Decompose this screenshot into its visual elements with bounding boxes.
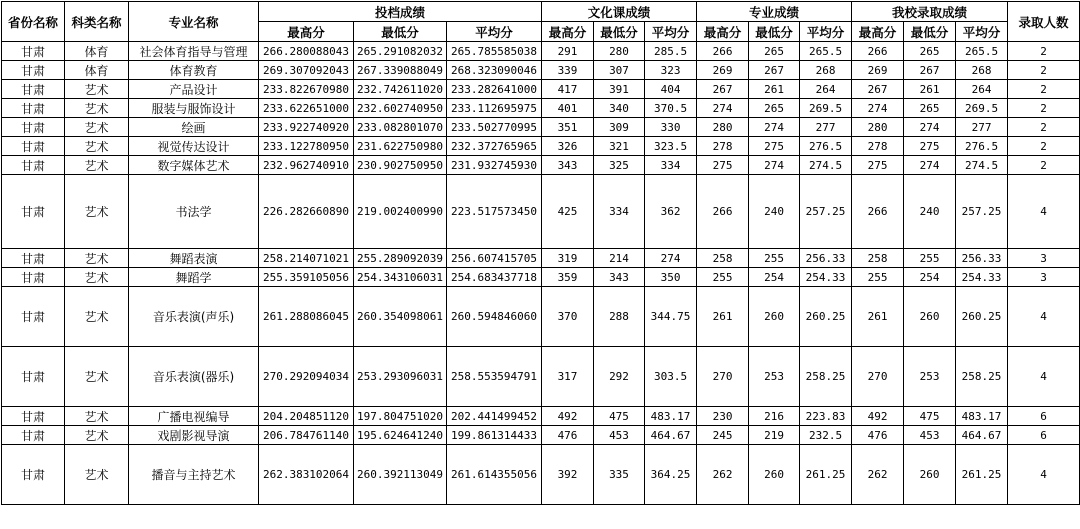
cell-td-avg: 258.553594791 <box>447 347 542 407</box>
cell-count: 2 <box>1008 42 1080 61</box>
cell-td-max: 266.280088043 <box>259 42 354 61</box>
cell-zy-max: 262 <box>697 445 749 505</box>
cell-wx-min: 274 <box>904 118 956 137</box>
subheader-td-max: 最高分 <box>259 22 354 42</box>
cell-major: 音乐表演(声乐) <box>129 287 259 347</box>
cell-td-avg: 202.441499452 <box>447 407 542 426</box>
cell-zy-max: 245 <box>697 426 749 445</box>
cell-count: 2 <box>1008 156 1080 175</box>
cell-wx-avg: 269.5 <box>956 99 1008 118</box>
cell-zy-max: 261 <box>697 287 749 347</box>
cell-zy-avg: 268 <box>800 61 852 80</box>
cell-td-avg: 231.932745930 <box>447 156 542 175</box>
cell-td-avg: 233.502770995 <box>447 118 542 137</box>
cell-td-min: 265.291082032 <box>354 42 447 61</box>
cell-wx-min: 255 <box>904 249 956 268</box>
cell-td-max: 269.307092043 <box>259 61 354 80</box>
cell-td-min: 260.354098061 <box>354 287 447 347</box>
cell-zy-max: 266 <box>697 42 749 61</box>
cell-zy-max: 278 <box>697 137 749 156</box>
cell-major: 书法学 <box>129 175 259 249</box>
header-admitted: 录取人数 <box>1008 2 1080 42</box>
cell-category: 艺术 <box>65 99 129 118</box>
cell-wh-max: 343 <box>542 156 594 175</box>
cell-count: 2 <box>1008 137 1080 156</box>
cell-major: 舞蹈表演 <box>129 249 259 268</box>
cell-wx-min: 453 <box>904 426 956 445</box>
cell-major: 产品设计 <box>129 80 259 99</box>
cell-td-max: 226.282660890 <box>259 175 354 249</box>
cell-wx-avg: 258.25 <box>956 347 1008 407</box>
cell-td-max: 233.822670980 <box>259 80 354 99</box>
cell-wx-min: 254 <box>904 268 956 287</box>
cell-wx-avg: 276.5 <box>956 137 1008 156</box>
cell-wh-max: 425 <box>542 175 594 249</box>
cell-zy-max: 266 <box>697 175 749 249</box>
cell-zy-avg: 256.33 <box>800 249 852 268</box>
cell-wh-min: 391 <box>594 80 645 99</box>
cell-count: 2 <box>1008 80 1080 99</box>
cell-wx-max: 255 <box>852 268 904 287</box>
cell-zy-avg: 254.33 <box>800 268 852 287</box>
cell-wx-avg: 260.25 <box>956 287 1008 347</box>
cell-td-min: 255.289092039 <box>354 249 447 268</box>
cell-wx-min: 267 <box>904 61 956 80</box>
cell-wh-max: 291 <box>542 42 594 61</box>
cell-wh-avg: 285.5 <box>645 42 697 61</box>
cell-zy-min: 253 <box>749 347 800 407</box>
cell-wh-max: 476 <box>542 426 594 445</box>
cell-wh-min: 335 <box>594 445 645 505</box>
cell-wh-avg: 330 <box>645 118 697 137</box>
cell-wh-avg: 483.17 <box>645 407 697 426</box>
cell-zy-max: 255 <box>697 268 749 287</box>
cell-count: 4 <box>1008 347 1080 407</box>
cell-wh-avg: 323.5 <box>645 137 697 156</box>
cell-wx-avg: 268 <box>956 61 1008 80</box>
cell-wx-max: 278 <box>852 137 904 156</box>
table-row <box>2 249 1080 268</box>
header-province: 省份名称 <box>2 2 65 42</box>
cell-wx-max: 492 <box>852 407 904 426</box>
cell-zy-min: 260 <box>749 445 800 505</box>
cell-wx-min: 475 <box>904 407 956 426</box>
cell-zy-max: 230 <box>697 407 749 426</box>
cell-major: 音乐表演(器乐) <box>129 347 259 407</box>
cell-category: 艺术 <box>65 347 129 407</box>
cell-zy-min: 265 <box>749 42 800 61</box>
cell-wx-avg: 264 <box>956 80 1008 99</box>
cell-zy-max: 274 <box>697 99 749 118</box>
cell-major: 广播电视编导 <box>129 407 259 426</box>
cell-wx-avg: 483.17 <box>956 407 1008 426</box>
cell-zy-max: 280 <box>697 118 749 137</box>
cell-province: 甘肃 <box>2 268 65 287</box>
cell-wx-avg: 254.33 <box>956 268 1008 287</box>
cell-wh-max: 359 <box>542 268 594 287</box>
cell-wh-avg: 323 <box>645 61 697 80</box>
subheader-td-avg: 平均分 <box>447 22 542 42</box>
cell-zy-min: 274 <box>749 118 800 137</box>
cell-count: 2 <box>1008 118 1080 137</box>
table-row <box>2 445 1080 505</box>
cell-td-max: 204.204851120 <box>259 407 354 426</box>
cell-wh-min: 292 <box>594 347 645 407</box>
cell-major: 绘画 <box>129 118 259 137</box>
cell-wx-avg: 277 <box>956 118 1008 137</box>
subheader-wx-avg: 平均分 <box>956 22 1008 42</box>
cell-td-max: 270.292094034 <box>259 347 354 407</box>
table-row <box>2 99 1080 118</box>
cell-td-avg: 223.517573450 <box>447 175 542 249</box>
cell-wh-max: 317 <box>542 347 594 407</box>
cell-td-max: 206.784761140 <box>259 426 354 445</box>
cell-td-max: 233.922740920 <box>259 118 354 137</box>
cell-zy-avg: 277 <box>800 118 852 137</box>
cell-td-max: 262.383102064 <box>259 445 354 505</box>
cell-wh-min: 475 <box>594 407 645 426</box>
cell-wx-min: 260 <box>904 445 956 505</box>
cell-zy-min: 261 <box>749 80 800 99</box>
cell-td-max: 232.962740910 <box>259 156 354 175</box>
cell-category: 艺术 <box>65 268 129 287</box>
cell-wh-avg: 303.5 <box>645 347 697 407</box>
cell-td-min: 230.902750950 <box>354 156 447 175</box>
header-zhuan-ye: 专业成绩 <box>697 2 852 22</box>
cell-category: 艺术 <box>65 156 129 175</box>
cell-wh-avg: 364.25 <box>645 445 697 505</box>
cell-wx-max: 261 <box>852 287 904 347</box>
cell-wh-avg: 464.67 <box>645 426 697 445</box>
cell-wh-max: 370 <box>542 287 594 347</box>
cell-major: 服装与服饰设计 <box>129 99 259 118</box>
cell-td-min: 197.804751020 <box>354 407 447 426</box>
cell-zy-avg: 269.5 <box>800 99 852 118</box>
cell-wx-avg: 261.25 <box>956 445 1008 505</box>
cell-count: 6 <box>1008 426 1080 445</box>
cell-td-avg: 233.282641000 <box>447 80 542 99</box>
subheader-wx-min: 最低分 <box>904 22 956 42</box>
table-row <box>2 80 1080 99</box>
cell-wx-avg: 274.5 <box>956 156 1008 175</box>
cell-province: 甘肃 <box>2 249 65 268</box>
cell-category: 艺术 <box>65 445 129 505</box>
cell-category: 艺术 <box>65 287 129 347</box>
cell-category: 体育 <box>65 61 129 80</box>
cell-wh-min: 307 <box>594 61 645 80</box>
cell-wh-max: 326 <box>542 137 594 156</box>
table-row <box>2 426 1080 445</box>
cell-wx-max: 258 <box>852 249 904 268</box>
cell-major: 体育教育 <box>129 61 259 80</box>
subheader-wh-min: 最低分 <box>594 22 645 42</box>
cell-wx-avg: 257.25 <box>956 175 1008 249</box>
cell-wx-max: 476 <box>852 426 904 445</box>
cell-wx-avg: 265.5 <box>956 42 1008 61</box>
cell-wh-min: 340 <box>594 99 645 118</box>
header-major: 专业名称 <box>129 2 259 42</box>
cell-province: 甘肃 <box>2 347 65 407</box>
cell-zy-avg: 276.5 <box>800 137 852 156</box>
table-row <box>2 407 1080 426</box>
cell-td-avg: 256.607415705 <box>447 249 542 268</box>
cell-td-max: 261.288086045 <box>259 287 354 347</box>
cell-wh-max: 417 <box>542 80 594 99</box>
cell-td-max: 233.122780950 <box>259 137 354 156</box>
cell-wx-max: 266 <box>852 175 904 249</box>
cell-count: 4 <box>1008 287 1080 347</box>
cell-zy-max: 275 <box>697 156 749 175</box>
cell-td-avg: 260.594846060 <box>447 287 542 347</box>
cell-wh-max: 401 <box>542 99 594 118</box>
cell-zy-max: 269 <box>697 61 749 80</box>
cell-category: 艺术 <box>65 137 129 156</box>
table-row <box>2 175 1080 249</box>
cell-wh-min: 453 <box>594 426 645 445</box>
cell-wh-min: 334 <box>594 175 645 249</box>
cell-zy-min: 219 <box>749 426 800 445</box>
table-row <box>2 268 1080 287</box>
header-wen-hua: 文化课成绩 <box>542 2 697 22</box>
cell-zy-avg: 265.5 <box>800 42 852 61</box>
cell-category: 艺术 <box>65 249 129 268</box>
cell-province: 甘肃 <box>2 407 65 426</box>
cell-wx-min: 274 <box>904 156 956 175</box>
cell-zy-min: 216 <box>749 407 800 426</box>
cell-td-min: 254.343106031 <box>354 268 447 287</box>
cell-province: 甘肃 <box>2 445 65 505</box>
header-wo-xiao: 我校录取成绩 <box>852 2 1008 22</box>
table-row <box>2 287 1080 347</box>
cell-wx-max: 280 <box>852 118 904 137</box>
cell-province: 甘肃 <box>2 99 65 118</box>
cell-zy-avg: 260.25 <box>800 287 852 347</box>
cell-zy-avg: 232.5 <box>800 426 852 445</box>
cell-zy-max: 270 <box>697 347 749 407</box>
cell-wh-avg: 362 <box>645 175 697 249</box>
cell-wx-min: 265 <box>904 42 956 61</box>
subheader-td-min: 最低分 <box>354 22 447 42</box>
cell-zy-avg: 261.25 <box>800 445 852 505</box>
cell-count: 2 <box>1008 61 1080 80</box>
cell-zy-avg: 264 <box>800 80 852 99</box>
cell-province: 甘肃 <box>2 61 65 80</box>
cell-wh-max: 492 <box>542 407 594 426</box>
cell-wx-min: 253 <box>904 347 956 407</box>
cell-td-min: 253.293096031 <box>354 347 447 407</box>
cell-td-avg: 265.785585038 <box>447 42 542 61</box>
cell-td-min: 260.392113049 <box>354 445 447 505</box>
cell-td-min: 231.622750980 <box>354 137 447 156</box>
cell-wh-avg: 350 <box>645 268 697 287</box>
cell-zy-max: 258 <box>697 249 749 268</box>
cell-zy-avg: 257.25 <box>800 175 852 249</box>
cell-major: 视觉传达设计 <box>129 137 259 156</box>
cell-td-avg: 232.372765965 <box>447 137 542 156</box>
cell-category: 体育 <box>65 42 129 61</box>
cell-td-max: 258.214071021 <box>259 249 354 268</box>
subheader-zy-max: 最高分 <box>697 22 749 42</box>
cell-province: 甘肃 <box>2 137 65 156</box>
cell-wx-max: 274 <box>852 99 904 118</box>
subheader-zy-min: 最低分 <box>749 22 800 42</box>
cell-wx-max: 269 <box>852 61 904 80</box>
cell-wh-min: 214 <box>594 249 645 268</box>
table-row <box>2 61 1080 80</box>
header-tou-dang: 投档成绩 <box>259 2 542 22</box>
cell-category: 艺术 <box>65 175 129 249</box>
cell-count: 4 <box>1008 445 1080 505</box>
cell-wh-max: 392 <box>542 445 594 505</box>
cell-province: 甘肃 <box>2 287 65 347</box>
cell-wh-min: 325 <box>594 156 645 175</box>
cell-wh-avg: 334 <box>645 156 697 175</box>
cell-province: 甘肃 <box>2 156 65 175</box>
cell-count: 6 <box>1008 407 1080 426</box>
subheader-wh-max: 最高分 <box>542 22 594 42</box>
cell-wh-min: 343 <box>594 268 645 287</box>
cell-wx-max: 275 <box>852 156 904 175</box>
table-body <box>2 42 1080 505</box>
subheader-wx-max: 最高分 <box>852 22 904 42</box>
cell-td-min: 195.624641240 <box>354 426 447 445</box>
admission-scores-table <box>1 1 1080 505</box>
cell-zy-min: 254 <box>749 268 800 287</box>
cell-province: 甘肃 <box>2 80 65 99</box>
cell-wh-max: 339 <box>542 61 594 80</box>
cell-zy-min: 255 <box>749 249 800 268</box>
cell-td-min: 232.742611020 <box>354 80 447 99</box>
cell-count: 3 <box>1008 268 1080 287</box>
cell-wx-min: 265 <box>904 99 956 118</box>
cell-count: 2 <box>1008 99 1080 118</box>
cell-zy-max: 267 <box>697 80 749 99</box>
cell-major: 戏剧影视导演 <box>129 426 259 445</box>
cell-category: 艺术 <box>65 407 129 426</box>
cell-zy-avg: 223.83 <box>800 407 852 426</box>
cell-zy-min: 240 <box>749 175 800 249</box>
cell-province: 甘肃 <box>2 426 65 445</box>
cell-province: 甘肃 <box>2 175 65 249</box>
cell-wx-min: 240 <box>904 175 956 249</box>
cell-zy-min: 274 <box>749 156 800 175</box>
cell-major: 社会体育指导与管理 <box>129 42 259 61</box>
cell-td-min: 219.002400990 <box>354 175 447 249</box>
cell-wh-min: 309 <box>594 118 645 137</box>
cell-zy-min: 260 <box>749 287 800 347</box>
cell-wx-avg: 256.33 <box>956 249 1008 268</box>
header-row-groups <box>2 2 1080 22</box>
subheader-zy-avg: 平均分 <box>800 22 852 42</box>
cell-wh-min: 288 <box>594 287 645 347</box>
cell-zy-min: 267 <box>749 61 800 80</box>
cell-wh-avg: 370.5 <box>645 99 697 118</box>
cell-td-avg: 233.112695975 <box>447 99 542 118</box>
cell-zy-avg: 274.5 <box>800 156 852 175</box>
table-row <box>2 118 1080 137</box>
cell-td-avg: 261.614355056 <box>447 445 542 505</box>
cell-category: 艺术 <box>65 426 129 445</box>
table-row <box>2 42 1080 61</box>
cell-wx-max: 266 <box>852 42 904 61</box>
cell-wx-max: 267 <box>852 80 904 99</box>
cell-wx-min: 261 <box>904 80 956 99</box>
cell-td-avg: 268.323090046 <box>447 61 542 80</box>
cell-wh-avg: 274 <box>645 249 697 268</box>
cell-count: 3 <box>1008 249 1080 268</box>
cell-category: 艺术 <box>65 118 129 137</box>
cell-major: 播音与主持艺术 <box>129 445 259 505</box>
cell-wh-min: 321 <box>594 137 645 156</box>
cell-td-avg: 254.683437718 <box>447 268 542 287</box>
cell-td-min: 233.082801070 <box>354 118 447 137</box>
cell-wh-avg: 344.75 <box>645 287 697 347</box>
cell-td-max: 233.622651000 <box>259 99 354 118</box>
cell-wh-max: 319 <box>542 249 594 268</box>
cell-td-min: 267.339088049 <box>354 61 447 80</box>
subheader-wh-avg: 平均分 <box>645 22 697 42</box>
cell-wx-max: 270 <box>852 347 904 407</box>
cell-wh-max: 351 <box>542 118 594 137</box>
cell-major: 舞蹈学 <box>129 268 259 287</box>
cell-wh-min: 280 <box>594 42 645 61</box>
cell-count: 4 <box>1008 175 1080 249</box>
cell-category: 艺术 <box>65 80 129 99</box>
cell-province: 甘肃 <box>2 118 65 137</box>
cell-td-max: 255.359105056 <box>259 268 354 287</box>
table-row <box>2 156 1080 175</box>
cell-wx-min: 260 <box>904 287 956 347</box>
cell-wx-min: 275 <box>904 137 956 156</box>
cell-td-avg: 199.861314433 <box>447 426 542 445</box>
cell-wx-avg: 464.67 <box>956 426 1008 445</box>
cell-wx-max: 262 <box>852 445 904 505</box>
cell-zy-min: 265 <box>749 99 800 118</box>
header-category: 科类名称 <box>65 2 129 42</box>
table-row <box>2 347 1080 407</box>
cell-major: 数字媒体艺术 <box>129 156 259 175</box>
cell-zy-min: 275 <box>749 137 800 156</box>
cell-td-min: 232.602740950 <box>354 99 447 118</box>
table-row <box>2 137 1080 156</box>
cell-wh-avg: 404 <box>645 80 697 99</box>
cell-zy-avg: 258.25 <box>800 347 852 407</box>
cell-province: 甘肃 <box>2 42 65 61</box>
